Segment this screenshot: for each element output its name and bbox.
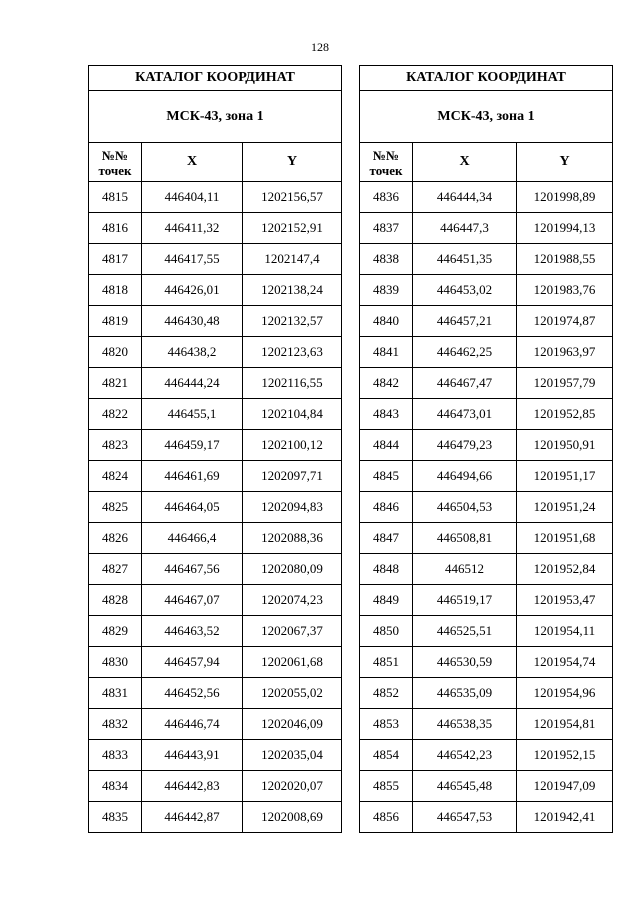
cell-y: 1201952,15 [517,740,613,771]
cell-x: 446466,4 [142,523,243,554]
cell-y: 1202055,02 [243,678,342,709]
table-row [89,678,342,709]
column-header-point-number-line1: №№ [372,147,400,163]
column-header-point-number-line2: точек [369,162,403,178]
cell-point-number: 4828 [89,585,142,616]
column-header-x: X [142,143,243,182]
cell-x: 446542,23 [413,740,517,771]
cell-point-number: 4839 [360,275,413,306]
cell-y: 1201954,11 [517,616,613,647]
column-header-y: Y [243,143,342,182]
cell-x: 446444,24 [142,368,243,399]
cell-x: 446547,53 [413,802,517,833]
cell-point-number: 4835 [89,802,142,833]
cell-y: 1201994,13 [517,213,613,244]
table-row [89,337,342,368]
cell-y: 1201988,55 [517,244,613,275]
cell-y: 1202123,63 [243,337,342,368]
cell-y: 1202094,83 [243,492,342,523]
cell-y: 1201974,87 [517,306,613,337]
cell-point-number: 4833 [89,740,142,771]
cell-point-number: 4831 [89,678,142,709]
cell-point-number: 4830 [89,647,142,678]
cell-point-number: 4846 [360,492,413,523]
catalog-zone: МСК-43, зона 1 [89,91,342,143]
cell-y: 1201983,76 [517,275,613,306]
table-row [89,616,342,647]
table-row [360,213,613,244]
cell-y: 1201954,74 [517,647,613,678]
cell-x: 446453,02 [413,275,517,306]
cell-y: 1202046,09 [243,709,342,740]
cell-x: 446443,91 [142,740,243,771]
cell-point-number: 4826 [89,523,142,554]
table-row [360,430,613,461]
catalog-title: КАТАЛОГ КООРДИНАТ [89,66,342,91]
cell-y: 1202116,55 [243,368,342,399]
cell-x: 446457,21 [413,306,517,337]
cell-point-number: 4823 [89,430,142,461]
cell-x: 446464,05 [142,492,243,523]
cell-x: 446467,47 [413,368,517,399]
cell-point-number: 4851 [360,647,413,678]
table-row [89,647,342,678]
cell-point-number: 4837 [360,213,413,244]
cell-point-number: 4855 [360,771,413,802]
cell-y: 1201942,41 [517,802,613,833]
cell-x: 446442,83 [142,771,243,802]
cell-x: 446411,32 [142,213,243,244]
table-row [89,244,342,275]
cell-x: 446530,59 [413,647,517,678]
table-row [89,585,342,616]
cell-y: 1201952,84 [517,554,613,585]
cell-y: 1202132,57 [243,306,342,337]
table-row [89,492,342,523]
cell-x: 446519,17 [413,585,517,616]
table-row [89,275,342,306]
column-header-point-number [89,143,142,182]
cell-x: 446430,48 [142,306,243,337]
cell-y: 1201952,85 [517,399,613,430]
cell-x: 446473,01 [413,399,517,430]
cell-point-number: 4850 [360,616,413,647]
cell-point-number: 4820 [89,337,142,368]
cell-y: 1201951,68 [517,523,613,554]
cell-point-number: 4834 [89,771,142,802]
table-row [360,306,613,337]
cell-x: 446508,81 [413,523,517,554]
cell-y: 1202088,36 [243,523,342,554]
table-row [89,368,342,399]
cell-x: 446417,55 [142,244,243,275]
table-row [360,647,613,678]
cell-y: 1201953,47 [517,585,613,616]
table-row [360,585,613,616]
cell-y: 1202104,84 [243,399,342,430]
table-row [360,709,613,740]
cell-x: 446479,23 [413,430,517,461]
cell-x: 446512 [413,554,517,585]
table-row [360,461,613,492]
column-header-y: Y [517,143,613,182]
table-row [360,492,613,523]
cell-x: 446442,87 [142,802,243,833]
cell-point-number: 4816 [89,213,142,244]
table-row [360,771,613,802]
table-row [360,182,613,213]
coordinate-catalog-left [88,65,342,833]
cell-x: 446535,09 [413,678,517,709]
cell-y: 1202152,91 [243,213,342,244]
cell-point-number: 4844 [360,430,413,461]
table-row [360,275,613,306]
cell-x: 446538,35 [413,709,517,740]
table-row [360,399,613,430]
cell-point-number: 4829 [89,616,142,647]
table-row [89,213,342,244]
cell-y: 1202147,4 [243,244,342,275]
cell-y: 1202156,57 [243,182,342,213]
table-row [89,523,342,554]
cell-y: 1202138,24 [243,275,342,306]
cell-x: 446545,48 [413,771,517,802]
table-row [360,523,613,554]
column-header-x: X [413,143,517,182]
cell-y: 1201950,91 [517,430,613,461]
cell-point-number: 4818 [89,275,142,306]
cell-y: 1201954,81 [517,709,613,740]
table-row [89,709,342,740]
table-row [360,616,613,647]
cell-x: 446457,94 [142,647,243,678]
table-row [89,306,342,337]
cell-point-number: 4832 [89,709,142,740]
cell-x: 446525,51 [413,616,517,647]
cell-x: 446451,35 [413,244,517,275]
cell-y: 1202035,04 [243,740,342,771]
cell-x: 446467,07 [142,585,243,616]
cell-x: 446455,1 [142,399,243,430]
cell-point-number: 4856 [360,802,413,833]
cell-point-number: 4827 [89,554,142,585]
cell-y: 1202097,71 [243,461,342,492]
cell-x: 446438,2 [142,337,243,368]
table-row [360,368,613,399]
cell-point-number: 4825 [89,492,142,523]
column-header-point-number-line1: №№ [101,147,129,163]
cell-point-number: 4843 [360,399,413,430]
cell-x: 446494,66 [413,461,517,492]
cell-y: 1201957,79 [517,368,613,399]
cell-point-number: 4819 [89,306,142,337]
cell-point-number: 4822 [89,399,142,430]
cell-point-number: 4840 [360,306,413,337]
catalog-title: КАТАЛОГ КООРДИНАТ [360,66,613,91]
cell-y: 1202061,68 [243,647,342,678]
cell-point-number: 4824 [89,461,142,492]
table-row [360,802,613,833]
table-row [89,740,342,771]
cell-y: 1202100,12 [243,430,342,461]
table-row [360,740,613,771]
cell-point-number: 4817 [89,244,142,275]
cell-x: 446459,17 [142,430,243,461]
cell-x: 446446,74 [142,709,243,740]
table-row [89,802,342,833]
table-row [360,244,613,275]
cell-x: 446404,11 [142,182,243,213]
cell-x: 446452,56 [142,678,243,709]
table-row [89,399,342,430]
cell-point-number: 4853 [360,709,413,740]
cell-y: 1202080,09 [243,554,342,585]
cell-y: 1201951,24 [517,492,613,523]
cell-y: 1201963,97 [517,337,613,368]
table-row [360,554,613,585]
column-header-point-number [360,143,413,182]
table-row [89,430,342,461]
cell-x: 446462,25 [413,337,517,368]
table-row [360,337,613,368]
table-row [89,771,342,802]
cell-x: 446426,01 [142,275,243,306]
cell-y: 1202067,37 [243,616,342,647]
cell-y: 1201998,89 [517,182,613,213]
catalog-zone: МСК-43, зона 1 [360,91,613,143]
cell-point-number: 4841 [360,337,413,368]
cell-x: 446463,52 [142,616,243,647]
cell-point-number: 4836 [360,182,413,213]
cell-point-number: 4847 [360,523,413,554]
cell-point-number: 4854 [360,740,413,771]
cell-x: 446447,3 [413,213,517,244]
cell-y: 1202008,69 [243,802,342,833]
cell-y: 1201954,96 [517,678,613,709]
table-row [89,461,342,492]
cell-point-number: 4848 [360,554,413,585]
cell-y: 1201947,09 [517,771,613,802]
page-number: 128 [311,40,329,54]
cell-x: 446461,69 [142,461,243,492]
cell-point-number: 4838 [360,244,413,275]
cell-y: 1202074,23 [243,585,342,616]
table-row [89,182,342,213]
cell-y: 1201951,17 [517,461,613,492]
cell-x: 446444,34 [413,182,517,213]
coordinate-catalog-right [359,65,613,833]
column-header-point-number-line2: точек [98,162,132,178]
cell-point-number: 4845 [360,461,413,492]
table-row [360,678,613,709]
cell-point-number: 4821 [89,368,142,399]
cell-point-number: 4815 [89,182,142,213]
cell-point-number: 4842 [360,368,413,399]
cell-x: 446467,56 [142,554,243,585]
cell-point-number: 4852 [360,678,413,709]
cell-point-number: 4849 [360,585,413,616]
cell-x: 446504,53 [413,492,517,523]
cell-y: 1202020,07 [243,771,342,802]
table-row [89,554,342,585]
